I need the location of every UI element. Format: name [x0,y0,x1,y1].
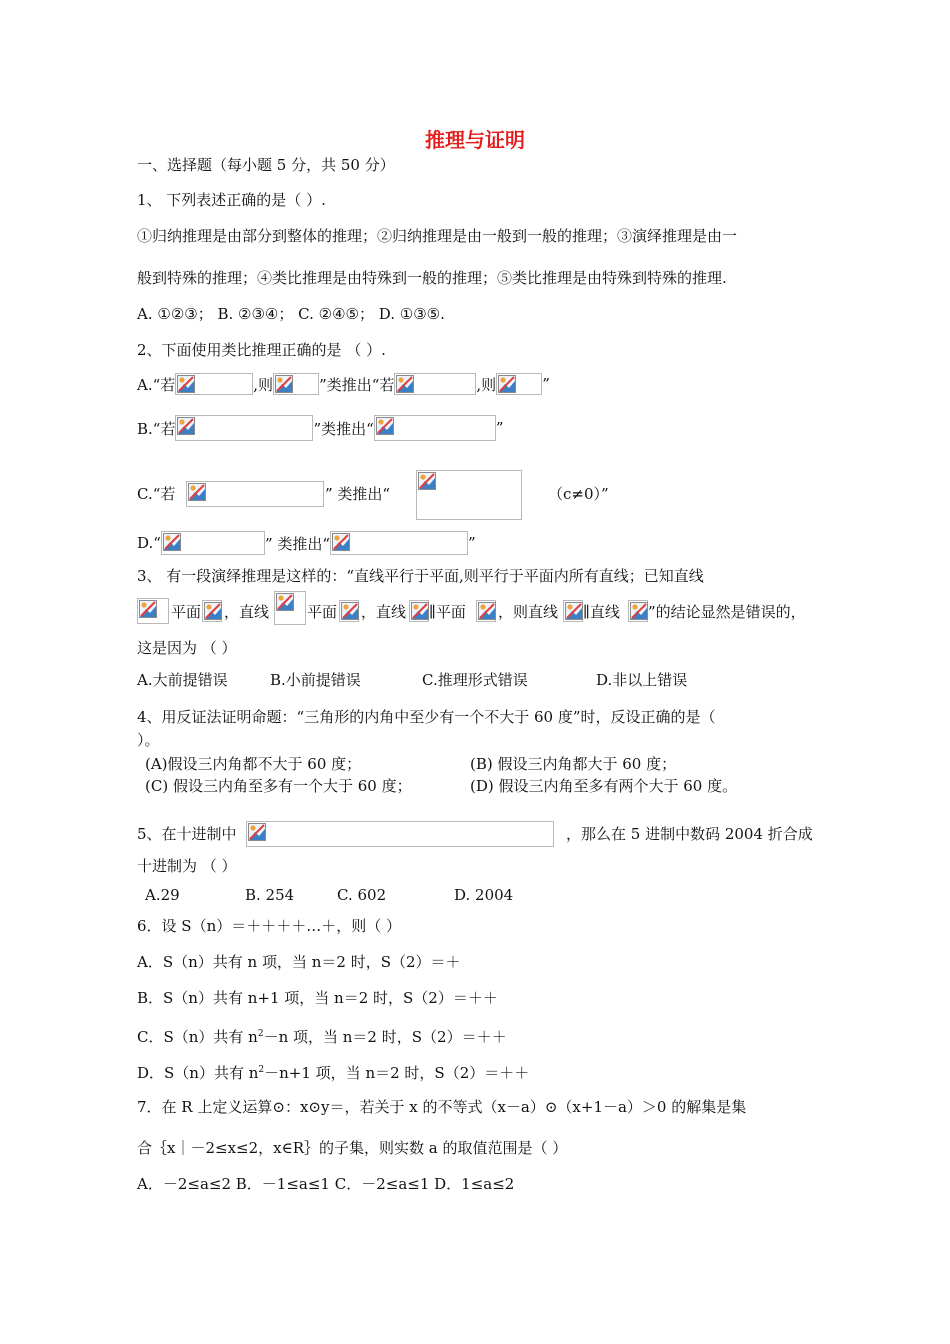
q3-stem: 3、 有一段演绎推理是这样的：“直线平行于平面,则平行于平面内所有直线；已知直线 [137,567,704,585]
q3-text3: 平面 [307,603,338,621]
q2-a-text4: ,则 [476,375,497,394]
q3-option-d: D.非以上错误 [596,671,688,689]
q1-body-line2: 般到特殊的推理；④类比推理是由特殊到一般的推理；⑤类比推理是由特殊到特殊的推理. [137,269,727,287]
q6-d-text2: －n+1 项，当 n＝2 时，S（2）＝＋＋ [264,1064,530,1082]
q5-line2: 十进制为 （ ） [137,857,237,875]
section-heading: 一、选择题（每小题 5 分，共 50 分） [137,156,395,174]
q3-text4: ，直线 [361,603,407,621]
q5-option-b: B. 254 [245,886,295,904]
q3-text1: 平面 [171,603,202,621]
q2-d-text2: ” 类推出“ [264,534,331,553]
q2-d-text3: ” [468,534,476,552]
q1-stem: 1、 下列表述正确的是（ ）. [137,191,326,209]
q3-option-c: C.推理形式错误 [422,671,528,689]
q2-option-d [137,531,476,555]
broken-image-icon [409,600,429,622]
q4-option-c: (C) 假设三内角至多有一个大于 60 度； [145,777,412,795]
q6-stem: 6．设 S（n）＝＋＋＋＋…＋，则（ ） [137,917,402,935]
broken-image-icon [202,600,222,622]
q3-text5: ∥平面 [429,603,466,621]
q2-option-b [137,416,503,440]
broken-image-icon [394,373,476,395]
broken-image-icon [339,600,359,622]
broken-image-icon [274,591,306,625]
broken-image-icon [563,600,583,622]
q2-b-text3: ” [495,419,504,437]
q7-stem: 7．在 R 上定义运算⊙：x⊙y＝，若关于 x 的不等式（x－a）⊙（x+1－a）＞0 的解集是集 [137,1098,747,1116]
q1-body-line1: ①归纳推理是由部分到整体的推理；②归纳推理是由一般到一般的推理；③演绎推理是由一 [137,227,738,245]
q4-option-b: (B) 假设三内角都大于 60 度； [470,755,677,773]
q5-option-c: C. 602 [337,886,387,904]
q4-option-a: (A)假设三内角都不大于 60 度； [145,755,362,773]
broken-image-icon [273,373,319,395]
broken-image-icon [374,415,496,441]
q7-options: A．－2≤a≤2 B．－1≤a≤1 C．－2≤a≤1 D．1≤a≤2 [137,1175,515,1193]
q2-option-a [137,372,550,396]
q2-c-text1: C.“若 [137,485,176,503]
q6-d-text1: D．S（n）共有 n [137,1064,259,1082]
q6-option-c [137,1024,507,1047]
q7-line2: 合｛x｜－2≤x≤2，x∈R｝的子集，则实数 a 的取值范围是（ ） [137,1139,568,1157]
q3-text7: ∥直线 [583,603,620,621]
q6-c-text1: C．S（n）共有 n [137,1028,258,1046]
q3-text2: ，直线 [224,603,270,621]
q4-stem: 4、用反证法证明命题：“三角形的内角中至少有一个不大于 60 度”时，反设正确的是（ [137,708,716,726]
q6-option-b: B．S（n）共有 n+1 项，当 n＝2 时，S（2）＝＋＋ [137,989,498,1007]
q6-c-exponent: 2 [257,1029,264,1039]
broken-image-icon [161,531,265,555]
q2-a-text1: A.“若 [137,375,176,394]
q5-option-d: D. 2004 [454,886,514,904]
q6-c-text2: －n 项，当 n＝2 时，S（2）＝＋＋ [263,1028,507,1046]
q2-a-text3: ”类推出“若 [319,375,395,394]
broken-image-icon [246,821,554,847]
broken-image-icon [175,373,253,395]
broken-image-icon [476,600,496,622]
q5-text1: 5、在十进制中 [137,825,237,843]
broken-image-icon [330,531,468,555]
broken-image-icon [186,481,324,507]
q2-c-text3: （c≠0）” [548,485,609,503]
q6-option-d [137,1060,529,1083]
q2-b-text2: ”类推出“ [313,419,374,438]
q3-option-b: B.小前提错误 [270,671,361,689]
q2-stem: 2、下面使用类比推理正确的是 （ ）. [137,341,386,359]
q5-option-a: A.29 [145,886,180,904]
q4-stem-end: ）。 [137,731,160,749]
q2-b-text1: B.“若 [137,419,176,438]
q6-option-a: A．S（n）共有 n 项，当 n＝2 时，S（2）＝＋ [137,953,461,971]
broken-image-icon [416,470,522,520]
q4-option-d: (D) 假设三内角至多有两个大于 60 度。 [470,777,738,795]
broken-image-icon [175,415,313,441]
q2-d-text1: D.“ [137,534,161,552]
q3-text6: ，则直线 [498,603,559,621]
broken-image-icon [628,600,648,622]
broken-image-icon [496,373,542,395]
broken-image-icon [137,598,169,624]
q2-a-text2: ,则 [253,375,274,394]
q1-options: A. ①②③； B. ②③④； C. ②④⑤； D. ①③⑤. [137,305,445,323]
q6-d-exponent: 2 [258,1065,265,1075]
q3-line3: 这是因为 （ ） [137,639,237,657]
q3-option-a: A.大前提错误 [137,671,228,689]
q2-a-text5: ” [542,375,550,393]
page-title: 推理与证明 [425,128,525,152]
q2-c-text2: ” 类推出“ [325,485,391,503]
q3-text8: ”的结论显然是错误的， [648,603,806,621]
q5-text2: ，那么在 5 进制中数码 2004 折合成 [566,825,813,843]
